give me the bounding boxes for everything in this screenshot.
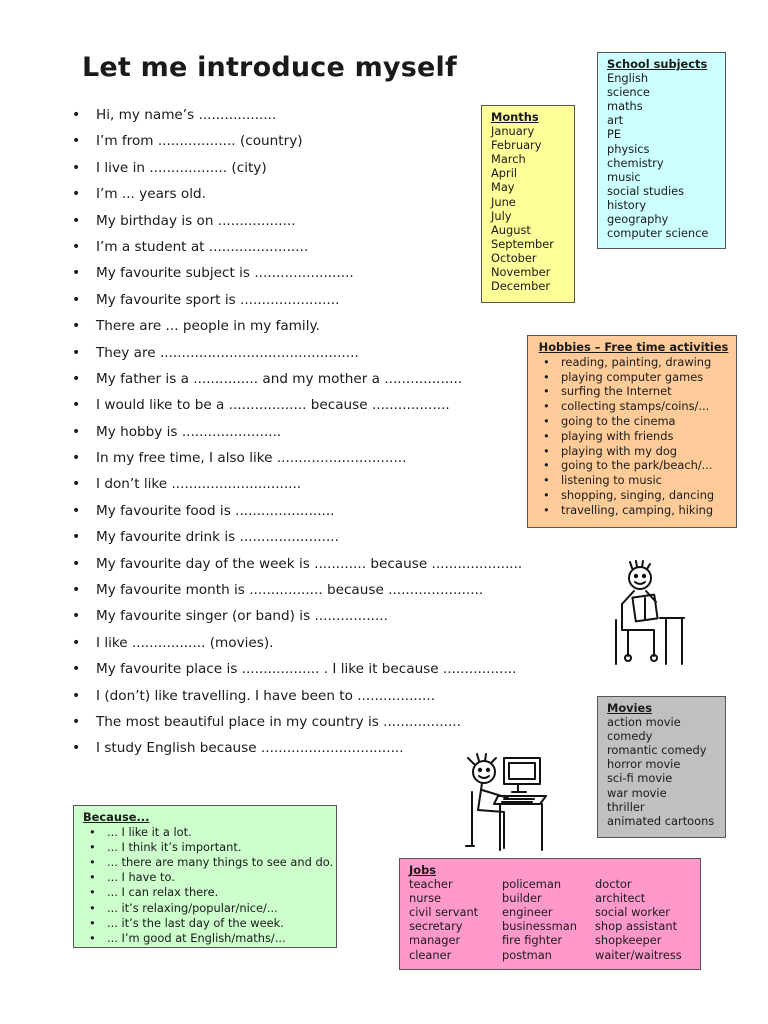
list-item: • Hi, my name’s ..................: [70, 102, 522, 128]
page-title: Let me introduce myself: [82, 52, 457, 83]
list-item: • I like ................. (movies).: [70, 630, 522, 656]
hobby-item: • playing with friends: [537, 429, 730, 444]
jobs-heading: Jobs: [409, 863, 436, 877]
list-item: • In my free time, I also like ..............................: [70, 445, 522, 471]
month-item: January: [491, 124, 535, 139]
list-item: • I (don’t) like travelling. I have been to ..................: [70, 683, 522, 709]
subject-item: computer science: [607, 226, 709, 241]
month-item: September: [491, 236, 554, 251]
jobs-column: [595, 877, 688, 962]
list-item: • They are ..............................................: [70, 340, 522, 366]
list-item: • There are ... people in my family.: [70, 313, 522, 339]
subject-item: social studies: [607, 183, 685, 198]
hobby-item: • listening to music: [537, 473, 730, 488]
list-item: • I’m from .................. (country): [70, 128, 522, 154]
movie-item: comedy: [607, 729, 653, 744]
movie-item: war movie: [607, 785, 667, 800]
because-box: [73, 805, 337, 948]
months-heading: Months: [491, 110, 539, 124]
movies-box: [597, 696, 726, 838]
list-item: • My favourite subject is .......................: [70, 260, 522, 286]
month-item: May: [491, 180, 515, 195]
movie-item: action movie: [607, 715, 681, 730]
subject-item: physics: [607, 141, 650, 156]
job-item: engineer: [502, 905, 553, 920]
because-item: • ... I like it a lot.: [83, 825, 330, 840]
job-item: civil servant: [409, 905, 479, 920]
job-item: postman: [502, 947, 552, 962]
month-item: December: [491, 279, 551, 294]
because-item: • ... it’s the last day of the week.: [83, 916, 330, 931]
list-item: • My favourite day of the week is ............ because .....................: [70, 551, 522, 577]
subject-item: maths: [607, 99, 643, 114]
list-item: • I live in .................. (city): [70, 155, 522, 181]
list-item: • The most beautiful place in my country is ..................: [70, 709, 522, 735]
job-item: cleaner: [409, 947, 452, 962]
child-reading-illustration: [608, 560, 688, 668]
hobby-item: • travelling, camping, hiking: [537, 503, 730, 518]
list-item: • My birthday is on ..................: [70, 208, 522, 234]
month-item: November: [491, 265, 551, 280]
subject-item: art: [607, 113, 624, 128]
subject-item: chemistry: [607, 155, 664, 170]
hobbies-heading: Hobbies – Free time activities: [538, 340, 729, 354]
job-item: social worker: [595, 905, 670, 920]
list-item: • My favourite singer (or band) is .................: [70, 603, 522, 629]
because-heading: Because...: [83, 810, 150, 824]
month-item: July: [491, 208, 512, 223]
movie-item: sci-fi movie: [607, 771, 673, 786]
job-item: doctor: [595, 877, 632, 892]
school-subjects-heading: School subjects: [607, 57, 708, 71]
hobby-item: • playing with my dog: [537, 444, 730, 459]
job-item: teacher: [409, 877, 453, 892]
hobby-item: • shopping, singing, dancing: [537, 488, 730, 503]
subject-item: music: [607, 169, 641, 184]
month-item: June: [491, 194, 516, 209]
month-item: April: [491, 166, 518, 181]
because-item: • ... I think it’s important.: [83, 840, 330, 855]
because-item: • ... I’m good at English/maths/...: [83, 931, 330, 946]
job-item: nurse: [409, 891, 442, 906]
hobby-item: • going to the park/beach/...: [537, 458, 730, 473]
list-item: • My hobby is .......................: [70, 419, 522, 445]
school-subjects-box: [597, 52, 726, 249]
list-item: • I study English because .................................: [70, 735, 522, 761]
movie-item: romantic comedy: [607, 743, 707, 758]
hobby-item: • playing computer games: [537, 370, 730, 385]
job-item: secretary: [409, 919, 463, 934]
because-item: • ... it’s relaxing/popular/nice/...: [83, 901, 330, 916]
job-item: waiter/waitress: [595, 947, 682, 962]
list-item: • My favourite sport is .......................: [70, 287, 522, 313]
child-at-computer-illustration: [452, 752, 552, 852]
list-item: • My favourite drink is .......................: [70, 524, 522, 550]
list-item: • My favourite place is .................. . I like it because .................: [70, 656, 522, 682]
hobby-item: • collecting stamps/coins/...: [537, 399, 730, 414]
because-item: • ... there are many things to see and do.: [83, 855, 330, 870]
list-item: • I’m a student at .......................: [70, 234, 522, 260]
subject-item: geography: [607, 212, 669, 227]
jobs-column: [502, 877, 595, 962]
job-item: businessman: [502, 919, 577, 934]
subject-item: history: [607, 197, 647, 212]
subject-item: science: [607, 85, 650, 100]
job-item: fire fighter: [502, 933, 563, 948]
job-item: architect: [595, 891, 646, 906]
jobs-column: [409, 877, 502, 962]
movies-heading: Movies: [607, 701, 652, 715]
subject-item: English: [607, 71, 649, 86]
month-item: March: [491, 152, 526, 167]
job-item: manager: [409, 933, 461, 948]
list-item: • I would like to be a .................. because ..................: [70, 392, 522, 418]
hobby-item: • surfing the Internet: [537, 384, 730, 399]
months-box: [481, 105, 575, 303]
list-item: • My father is a ............... and my mother a ..................: [70, 366, 522, 392]
list-item: • My favourite month is ................. because ......................: [70, 577, 522, 603]
list-item: • My favourite food is .......................: [70, 498, 522, 524]
job-item: policeman: [502, 877, 562, 892]
subject-item: PE: [607, 127, 622, 142]
hobby-item: • going to the cinema: [537, 414, 730, 429]
movie-item: thriller: [607, 799, 645, 814]
because-item: • ... I can relax there.: [83, 885, 330, 900]
hobbies-box: [527, 335, 737, 528]
month-item: February: [491, 138, 542, 153]
jobs-box: [399, 858, 701, 970]
month-item: October: [491, 250, 537, 265]
movie-item: horror movie: [607, 757, 681, 772]
list-item: • I don’t like ..............................: [70, 471, 522, 497]
month-item: August: [491, 222, 531, 237]
job-item: shopkeeper: [595, 933, 662, 948]
because-item: • ... I have to.: [83, 870, 330, 885]
list-item: • I’m ... years old.: [70, 181, 522, 207]
job-item: shop assistant: [595, 919, 678, 934]
movie-item: animated cartoons: [607, 813, 715, 828]
hobby-item: • reading, painting, drawing: [537, 355, 730, 370]
sentence-list: [70, 102, 522, 762]
job-item: builder: [502, 891, 542, 906]
